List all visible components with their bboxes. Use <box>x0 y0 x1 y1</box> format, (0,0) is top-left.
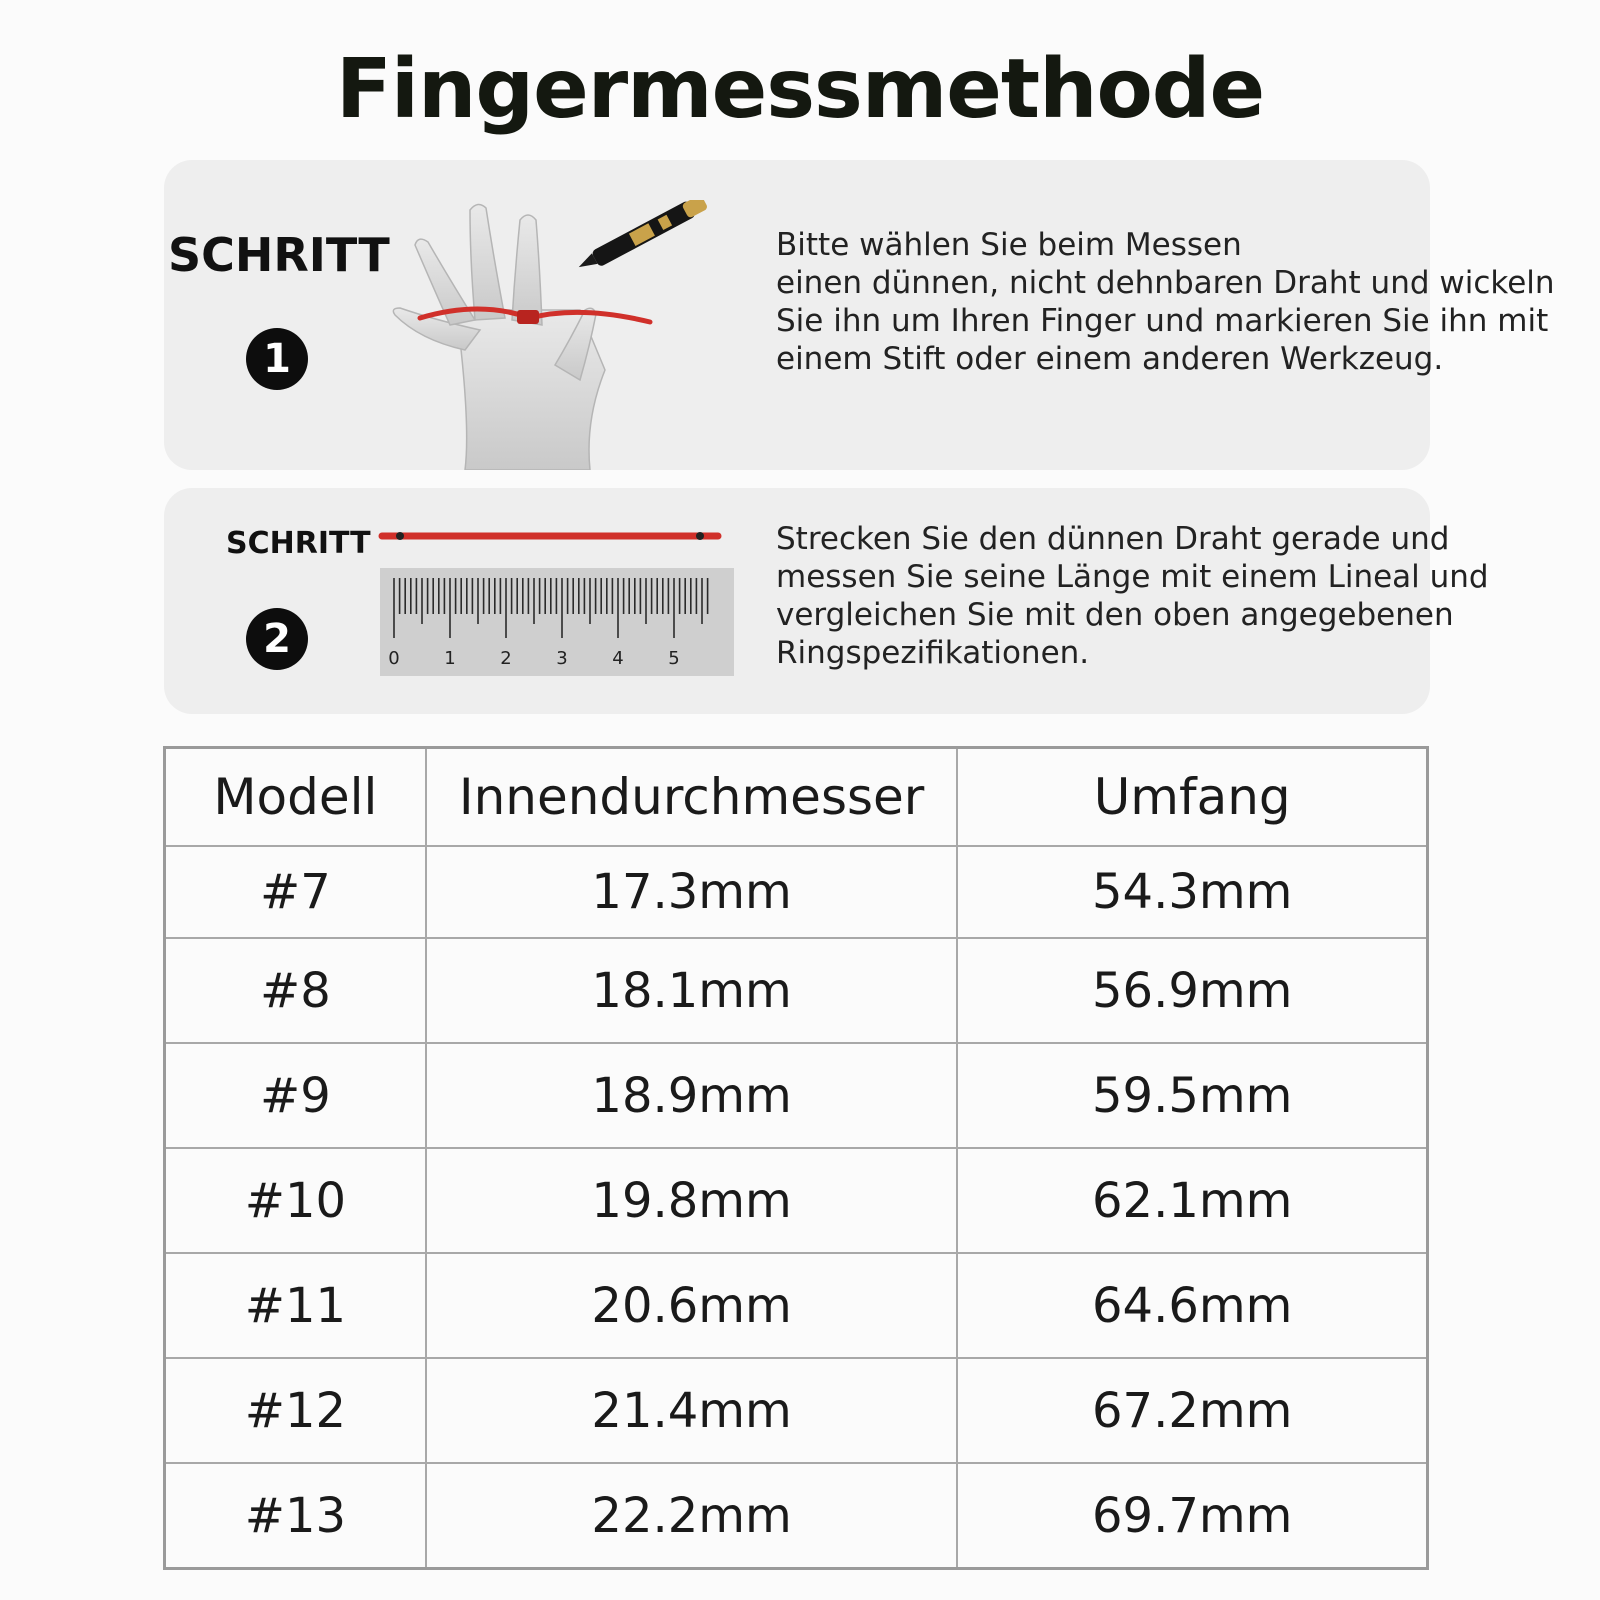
table-row <box>165 938 1428 1043</box>
cell-inner-diameter: 17.3mm <box>426 846 958 938</box>
cell-model: #10 <box>165 1148 426 1253</box>
table-row <box>165 1043 1428 1148</box>
step-1-number-badge: 1 <box>246 328 308 390</box>
cell-circumference: 67.2mm <box>957 1358 1427 1463</box>
table-header-row <box>165 748 1428 847</box>
step-2-label: SCHRITT <box>226 526 371 561</box>
ruler-icon <box>380 568 734 676</box>
step-1-instructions: Bitte wählen Sie beim Messen einen dünnen, nicht dehnbaren Draht und wickeln Sie ihn um Ihren Finger und markieren Sie ihn mit einem Stift oder einem anderen Werkzeug. <box>776 227 1555 377</box>
ruler-label: 2 <box>500 648 512 669</box>
table-row <box>165 846 1428 938</box>
ruler-label: 5 <box>668 648 680 669</box>
cell-inner-diameter: 21.4mm <box>426 1358 958 1463</box>
cell-circumference: 56.9mm <box>957 938 1427 1043</box>
hand-with-wire-illustration <box>390 200 760 470</box>
table-row <box>165 1253 1428 1358</box>
cell-model: #8 <box>165 938 426 1043</box>
cell-circumference: 59.5mm <box>957 1043 1427 1148</box>
ruler-label: 3 <box>556 648 568 669</box>
cell-circumference: 64.6mm <box>957 1253 1427 1358</box>
cell-model: #7 <box>165 846 426 938</box>
table-row <box>165 1148 1428 1253</box>
wire-over-ruler-illustration <box>378 520 738 680</box>
cell-circumference: 54.3mm <box>957 846 1427 938</box>
cell-inner-diameter: 19.8mm <box>426 1148 958 1253</box>
cell-model: #13 <box>165 1463 426 1569</box>
cell-inner-diameter: 22.2mm <box>426 1463 958 1569</box>
ruler-label: 0 <box>388 648 400 669</box>
cell-circumference: 69.7mm <box>957 1463 1427 1569</box>
cell-model: #9 <box>165 1043 426 1148</box>
marker-pen-icon <box>575 200 709 276</box>
cell-model: #11 <box>165 1253 426 1358</box>
table-row <box>165 1463 1428 1569</box>
column-header-model: Modell <box>165 748 426 847</box>
cell-inner-diameter: 18.1mm <box>426 938 958 1043</box>
cell-circumference: 62.1mm <box>957 1148 1427 1253</box>
step-1-label: SCHRITT <box>168 228 390 282</box>
table-row <box>165 1358 1428 1463</box>
cell-inner-diameter: 18.9mm <box>426 1043 958 1148</box>
step-2-number-badge: 2 <box>246 608 308 670</box>
column-header-inner-diameter: Innendurchmesser <box>426 748 958 847</box>
cell-inner-diameter: 20.6mm <box>426 1253 958 1358</box>
ruler-label: 1 <box>444 648 456 669</box>
ring-size-table <box>163 746 1429 1570</box>
page-title: Fingermessmethode <box>335 42 1265 137</box>
ruler-label: 4 <box>612 648 624 669</box>
column-header-circumference: Umfang <box>957 748 1427 847</box>
hand-icon <box>393 204 605 470</box>
step-2-instructions: Strecken Sie den dünnen Draht gerade und messen Sie seine Länge mit einem Lineal und vergleichen Sie mit den oben angegebenen Ringspezifikationen. <box>776 521 1489 671</box>
cell-model: #12 <box>165 1358 426 1463</box>
